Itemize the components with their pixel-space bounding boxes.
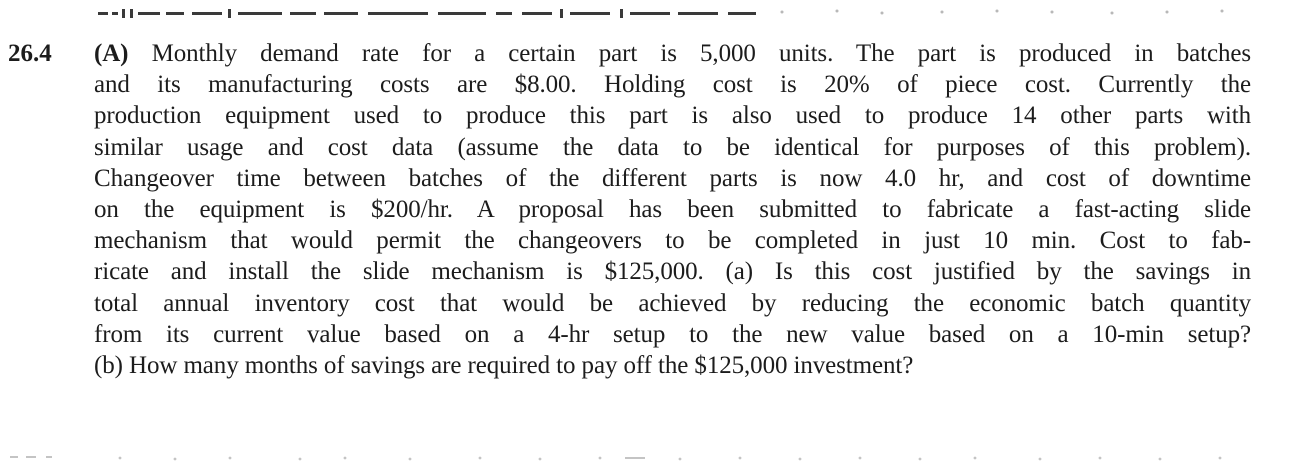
cropped-text-fragments — [92, 0, 1242, 22]
cropped-next-text-line — [0, 448, 1296, 470]
problem-text-line-8: ricate and install the slide mechanism is $125,000. (a) Is this cost justified by the savings in — [94, 258, 1251, 286]
problem-number: 26.4 — [8, 40, 52, 67]
cropped-previous-text-line — [92, 0, 1242, 22]
problem-text-line-2: and its manufacturing costs are $8.00. Holding cost is 20% of piece cost. Currently the — [94, 71, 1251, 99]
problem-text-line-11: (b) How many months of savings are required to pay off the $125,000 investment? — [94, 352, 914, 380]
problem-text-line-10: from its current value based on a 4-hr setup to the new value based on a 10-min setup? — [94, 320, 1251, 348]
problem-text-line-5: Changeover time between batches of the different parts is now 4.0 hr, and cost of downtime — [94, 164, 1251, 192]
problem-text-line-3: production equipment used to produce this part is also used to produce 14 other parts with — [94, 102, 1251, 130]
problem-text — [94, 38, 1251, 381]
problem-text-line-6: on the equipment is $200/hr. A proposal has been submitted to fabricate a fast-acting slide — [94, 196, 1251, 224]
problem-text-line-4: similar usage and cost data (assume the data to be identical for purposes of this problem). — [94, 133, 1251, 161]
part-label: (A) — [94, 40, 129, 67]
problem-text-line-1: (A) Monthly demand rate for a certain part is 5,000 units. The part is produced in batches — [94, 40, 1251, 67]
problem-text-line-7: mechanism that would permit the changeovers to be completed in just 10 min. Cost to fab- — [94, 227, 1251, 255]
problem-text-line-9: total annual inventory cost that would be achieved by reducing the economic batch quantity — [94, 289, 1251, 317]
cropped-bottom-fragments — [0, 448, 1296, 470]
